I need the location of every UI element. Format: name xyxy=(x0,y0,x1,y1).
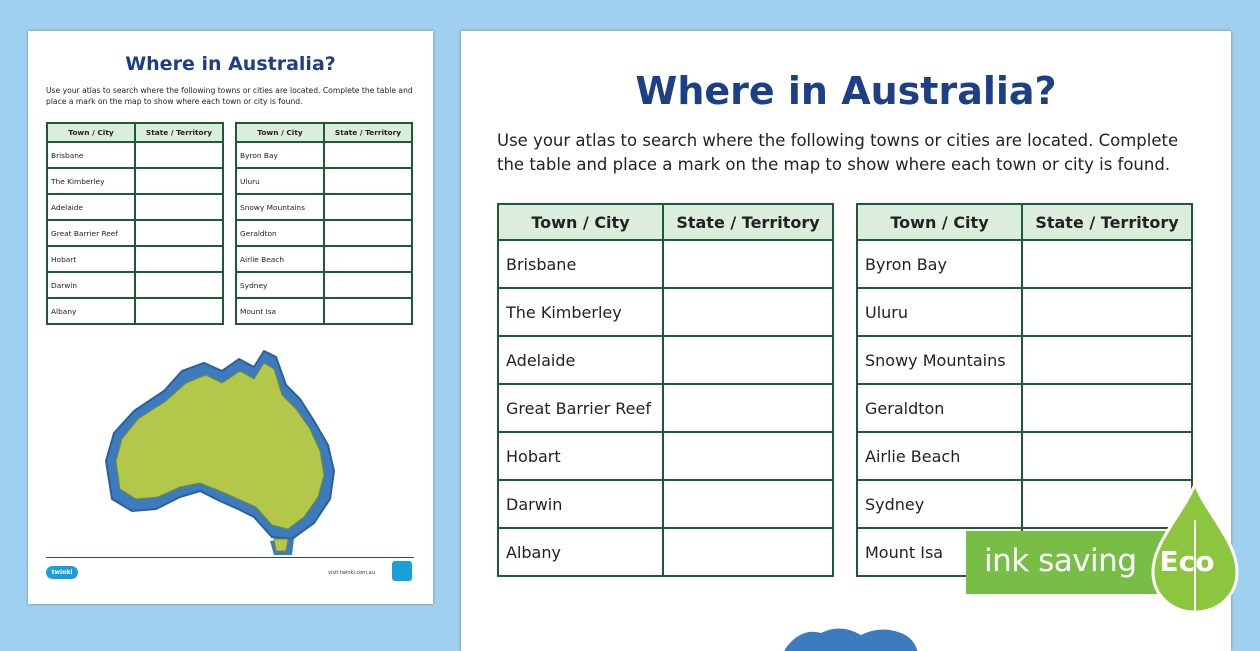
state-answer-cell[interactable] xyxy=(324,142,412,168)
thumbnail-title: Where in Australia? xyxy=(125,53,336,75)
table-row xyxy=(236,142,412,168)
state-answer-cell[interactable] xyxy=(1022,336,1192,384)
column-header-town: Town / City xyxy=(236,123,324,142)
table-row xyxy=(857,240,1192,288)
state-answer-cell[interactable] xyxy=(1022,432,1192,480)
town-cell: Great Barrier Reef xyxy=(498,384,663,432)
table-row xyxy=(857,432,1192,480)
town-cell: Hobart xyxy=(498,432,663,480)
column-header-state: State / Territory xyxy=(135,123,223,142)
state-answer-cell[interactable] xyxy=(663,528,833,576)
table-row xyxy=(857,336,1192,384)
town-cell: Uluru xyxy=(857,288,1022,336)
column-header-town: Town / City xyxy=(47,123,135,142)
column-header-state: State / Territory xyxy=(663,204,833,240)
state-answer-cell[interactable] xyxy=(1022,240,1192,288)
column-header-town: Town / City xyxy=(857,204,1022,240)
table-row xyxy=(236,246,412,272)
state-answer-cell[interactable] xyxy=(324,272,412,298)
column-header-state: State / Territory xyxy=(1022,204,1192,240)
state-answer-cell[interactable] xyxy=(663,432,833,480)
thumbnail-table-right xyxy=(235,122,413,325)
table-row xyxy=(498,384,833,432)
town-cell: Byron Bay xyxy=(857,240,1022,288)
state-answer-cell[interactable] xyxy=(135,272,223,298)
footer-url: visit twinkl.com.au xyxy=(328,570,375,576)
table-row xyxy=(857,480,1192,528)
town-cell: Darwin xyxy=(47,272,135,298)
town-cell: Brisbane xyxy=(47,142,135,168)
town-cell: Adelaide xyxy=(47,194,135,220)
town-cell: Great Barrier Reef xyxy=(47,220,135,246)
australia-map[interactable] xyxy=(104,341,344,556)
table-row xyxy=(47,298,223,324)
state-answer-cell[interactable] xyxy=(1022,288,1192,336)
australia-map-peek xyxy=(781,619,921,651)
state-answer-cell[interactable] xyxy=(324,194,412,220)
table-row xyxy=(47,272,223,298)
town-cell: Snowy Mountains xyxy=(857,336,1022,384)
town-cell: Airlie Beach xyxy=(857,432,1022,480)
ink-saving-label: ink saving xyxy=(984,543,1137,579)
table-row xyxy=(47,220,223,246)
footer-badge-icon xyxy=(392,561,412,581)
town-cell: Geraldton xyxy=(236,220,324,246)
town-cell: Uluru xyxy=(236,168,324,194)
town-cell: Mount Isa xyxy=(236,298,324,324)
town-cell: Hobart xyxy=(47,246,135,272)
state-answer-cell[interactable] xyxy=(324,168,412,194)
state-answer-cell[interactable] xyxy=(663,480,833,528)
table-row xyxy=(236,272,412,298)
state-answer-cell[interactable] xyxy=(135,298,223,324)
table-row xyxy=(498,288,833,336)
town-cell: Byron Bay xyxy=(236,142,324,168)
town-cell: Sydney xyxy=(236,272,324,298)
table-row xyxy=(857,288,1192,336)
state-answer-cell[interactable] xyxy=(663,288,833,336)
table-row xyxy=(236,194,412,220)
state-answer-cell[interactable] xyxy=(135,168,223,194)
eco-label: Eco xyxy=(1159,545,1215,578)
table-row xyxy=(236,220,412,246)
table-row xyxy=(236,168,412,194)
thumbnail-instructions: Use your atlas to search where the following towns or cities are located. Complete the table and place a mark on the map to show where each town or city is found. xyxy=(46,86,413,106)
table-row xyxy=(498,432,833,480)
column-header-state: State / Territory xyxy=(324,123,412,142)
thumbnail-table-left xyxy=(46,122,224,325)
table-row xyxy=(498,480,833,528)
state-answer-cell[interactable] xyxy=(324,246,412,272)
town-cell: Adelaide xyxy=(498,336,663,384)
table-row xyxy=(47,168,223,194)
table-left xyxy=(497,203,834,577)
table-row xyxy=(498,528,833,576)
state-answer-cell[interactable] xyxy=(135,194,223,220)
town-cell: The Kimberley xyxy=(498,288,663,336)
table-row xyxy=(47,194,223,220)
town-cell: Geraldton xyxy=(857,384,1022,432)
page-title: Where in Australia? xyxy=(635,69,1057,113)
table-row xyxy=(236,298,412,324)
table-row xyxy=(498,240,833,288)
town-cell: Mount Isa xyxy=(857,528,1022,576)
state-answer-cell[interactable] xyxy=(135,142,223,168)
table-row xyxy=(47,246,223,272)
town-cell: The Kimberley xyxy=(47,168,135,194)
state-answer-cell[interactable] xyxy=(663,240,833,288)
town-cell: Albany xyxy=(47,298,135,324)
column-header-town: Town / City xyxy=(498,204,663,240)
instructions: Use your atlas to search where the following towns or cities are located. Complete the table and place a mark on the map to show where each town or city is found. xyxy=(497,131,1179,174)
town-cell: Airlie Beach xyxy=(236,246,324,272)
state-answer-cell[interactable] xyxy=(324,220,412,246)
table-row xyxy=(857,384,1192,432)
town-cell: Brisbane xyxy=(498,240,663,288)
town-cell: Darwin xyxy=(498,480,663,528)
state-answer-cell[interactable] xyxy=(324,298,412,324)
table-right xyxy=(856,203,1193,577)
footer-rule xyxy=(46,557,414,558)
town-cell: Albany xyxy=(498,528,663,576)
worksheet-thumbnail[interactable] xyxy=(28,31,433,604)
table-row xyxy=(47,142,223,168)
town-cell: Snowy Mountains xyxy=(236,194,324,220)
state-answer-cell[interactable] xyxy=(1022,384,1192,432)
town-cell: Sydney xyxy=(857,480,1022,528)
state-answer-cell[interactable] xyxy=(663,336,833,384)
twinkl-logo: twinkl xyxy=(46,566,78,579)
state-answer-cell[interactable] xyxy=(663,384,833,432)
state-answer-cell[interactable] xyxy=(135,220,223,246)
table-row xyxy=(498,336,833,384)
state-answer-cell[interactable] xyxy=(135,246,223,272)
